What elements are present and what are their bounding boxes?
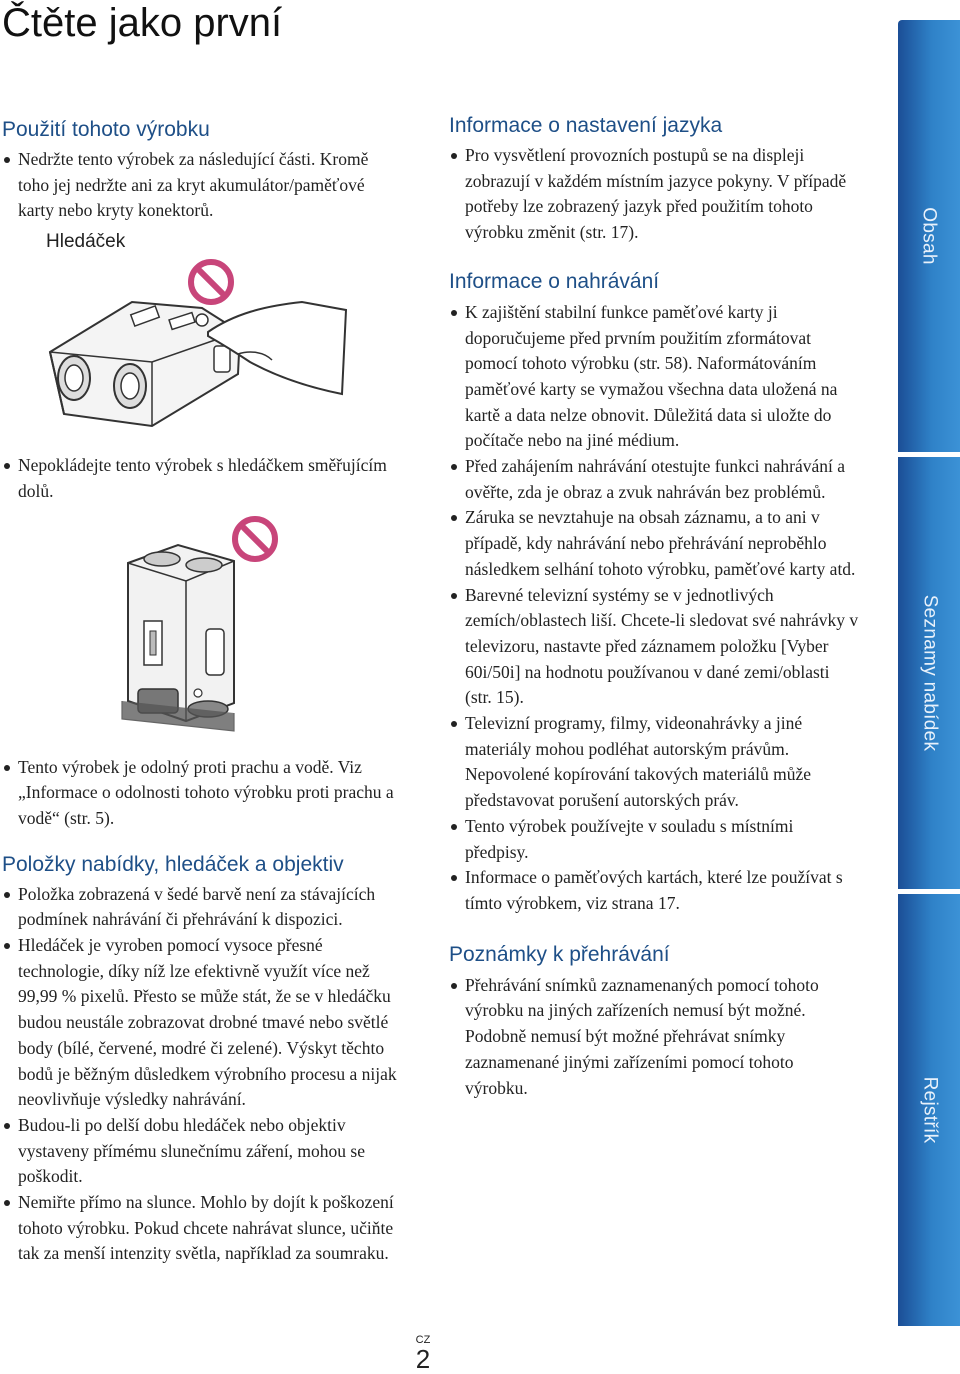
right-column: [449, 112, 859, 1101]
list-item: Přehrávání snímků zaznamenaných pomocí tohoto výrobku na jiných zařízeních nemusí být možné. Podobně nemusí být možné přehrávat snímky zaznamenané jinými zařízeními pomocí tohoto výrobku.: [449, 973, 859, 1102]
viewfinder-caption: Hledáček: [46, 231, 126, 253]
language-code: CZ: [415, 1334, 431, 1346]
section-heading-language: Informace o nastavení jazyka: [449, 114, 723, 137]
list-item: Tento výrobek je odolný proti prachu a vodě. Viz „Informace o odolnosti tohoto výrobku proti prachu a vodě“ (str. 5).: [2, 755, 402, 832]
list-item: Před zahájením nahrávání otestujte funkci nahrávání a ověřte, zda je obraz a zvuk nahráván bez problémů.: [449, 454, 859, 505]
playback-list: [449, 973, 859, 1102]
section-heading-recording: Informace o nahrávání: [449, 269, 660, 293]
list-item: Nemiřte přímo na slunce. Mohlo by dojít k poškození tohoto výrobku. Pokud chcete nahrávat slunce, učiňte tak za menší intenzity světla, například za soumraku.: [2, 1190, 402, 1267]
tab-menu-lists[interactable]: [898, 457, 960, 889]
tab-contents[interactable]: [898, 20, 960, 452]
camera-held-by-viewfinder-icon: [2, 254, 402, 450]
list-item: Položka zobrazená v šedé barvě není za stávajících podmínek nahrávání či přehrávání k dispozici.: [2, 882, 402, 933]
tab-index[interactable]: [898, 894, 960, 1326]
list-item: Pro vysvětlení provozních postupů se na displeji zobrazují v každém místním jazyce pokyny. V případě potřeby lze zobrazený jazyk před použitím tohoto výrobku změnit (str. 17).: [449, 143, 859, 246]
use-list: [2, 147, 402, 224]
placement-list: [2, 453, 402, 504]
page-title: Čtěte jako první: [2, 1, 283, 45]
illustration-holding-viewfinder: [2, 254, 402, 450]
page-number: 2: [415, 1344, 431, 1374]
list-item: Budou-li po delší dobu hledáček nebo objektiv vystaveny přímému slunečnímu záření, mohou se poškodit.: [2, 1113, 402, 1190]
section-heading-use: Použití tohoto výrobku: [2, 118, 210, 141]
camera-upside-down-icon: [2, 505, 402, 733]
list-item: Nedržte tento výrobek za následující části. Kromě toho jej nedržte ani za kryt akumulátor/paměťové karty nebo kryty konektorů.: [2, 147, 402, 224]
list-item: Televizní programy, filmy, videonahrávky a jiné materiály mohou podléhat autorským právům. Nepovolené kopírování takových materiálů může představovat porušení autorských práv.: [449, 711, 859, 814]
prohibited-icon: [235, 519, 275, 559]
left-column: [2, 116, 402, 1267]
section-heading-playback: Poznámky k přehrávání: [449, 942, 670, 966]
list-item: Záruka se nevztahuje na obsah záznamu, a to ani v případě, kdy nahrávání nebo přehrávání neproběhlo následkem selhání tohoto výrobku, paměťové karty atd.: [449, 505, 859, 582]
list-item: Barevné televizní systémy se v jednotlivých zemích/oblastech liší. Chcete-li sledovat své nahrávky v televizoru, nastavte před záznamem položku [Vyber 60i/50i] na hodnotu používanou v dané zemi/oblasti (str. 15).: [449, 583, 859, 712]
section-heading-menu: Položky nabídky, hledáček a objektiv: [2, 852, 344, 876]
menu-list: [2, 882, 402, 1268]
list-item: K zajištění stabilní funkce paměťové karty ji doporučujeme před prvním použitím zformátovat pomocí tohoto výrobku (str. 58). Naformátováním paměťové karty se vymažou všechna data uložená na kartě a data nelze obnovit. Důležitá data si uložte do počítače nebo na jiné médium.: [449, 300, 859, 454]
list-item: Tento výrobek používejte v souladu s místními předpisy.: [449, 814, 859, 865]
tab-index-label: Rejstřík: [919, 1076, 941, 1144]
page-footer: [412, 1334, 434, 1372]
prohibited-icon: [191, 262, 231, 302]
language-list: [449, 143, 859, 246]
illustration-viewfinder-down: [2, 505, 402, 733]
tab-menu-lists-label: Seznamy nabídek: [919, 594, 940, 752]
list-item: Nepokládejte tento výrobek s hledáčkem směřujícím dolů.: [2, 453, 402, 504]
durability-list: [2, 755, 402, 832]
recording-list: [449, 300, 859, 917]
list-item: Hledáček je vyroben pomocí vysoce přesné technologie, díky níž lze efektivně využít více než 99,99 % pixelů. Přesto se může stát, že se v hledáčku budou neustále zobrazovat drobné tmavé nebo světlé body (bílé, červené, modré či zelené). Výskyt těchto bodů je běžným důsledkem výrobního procesu a nijak neovlivňuje výsledky nahrávání.: [2, 933, 402, 1113]
side-navigation: [898, 20, 960, 1326]
tab-contents-label: Obsah: [918, 207, 940, 265]
list-item: Informace o paměťových kartách, které lze používat s tímto výrobkem, viz strana 17.: [449, 865, 859, 916]
